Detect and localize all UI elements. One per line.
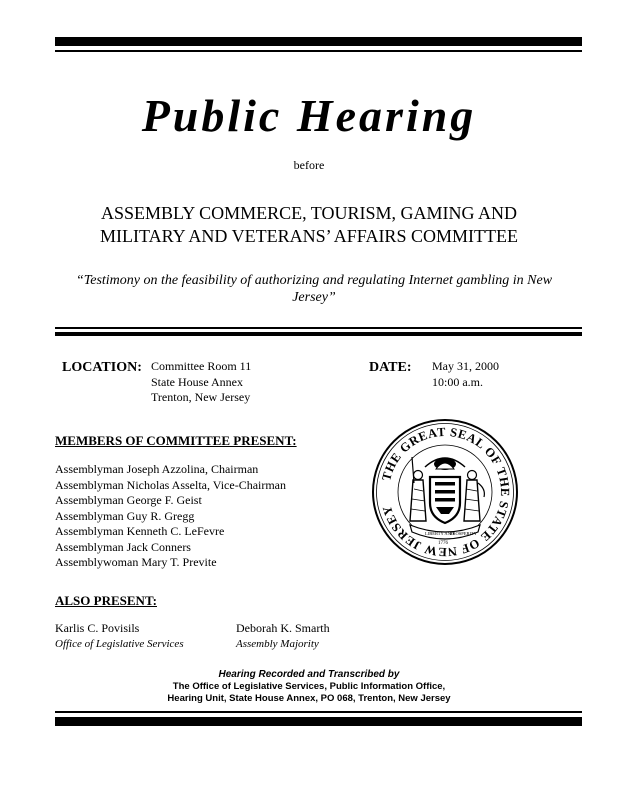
location-label: LOCATION: xyxy=(62,360,142,375)
person-name: Karlis C. Povisils xyxy=(55,621,140,635)
location-line: Trenton, New Jersey xyxy=(151,390,251,404)
before-text: before xyxy=(293,158,325,172)
committee-name xyxy=(0,202,618,248)
recorded-line-1: The Office of Legislative Services, Public Information Office, xyxy=(172,681,446,692)
member-item: Assemblyman Joseph Azzolina, Chairman xyxy=(55,462,259,476)
location-details xyxy=(151,359,251,406)
date-details xyxy=(432,359,499,390)
members-list xyxy=(55,462,286,571)
location-line: State House Annex xyxy=(151,374,243,389)
seal-ribbon-left: LIBERTY AND xyxy=(425,531,455,536)
seal-text: THE GREAT SEAL OF THE STATE OF NEW JERSEY xyxy=(379,424,513,560)
bottom-rule-thin xyxy=(55,711,582,713)
state-seal-icon xyxy=(370,417,520,567)
person-name: Deborah K. Smarth xyxy=(236,621,330,635)
members-heading: MEMBERS OF COMMITTEE PRESENT: xyxy=(55,433,297,448)
member-item: Assemblyman Jack Conners xyxy=(55,539,191,554)
recorded-by-block xyxy=(0,669,618,705)
location-line: Committee Room 11 xyxy=(151,359,252,373)
seal-year: 1776 xyxy=(438,541,448,546)
member-item: Assemblyman Guy R. Gregg xyxy=(55,508,195,523)
committee-line-1: ASSEMBLY COMMERCE, TOURISM, GAMING AND xyxy=(101,203,517,223)
recorded-title: Hearing Recorded and Transcribed by xyxy=(218,669,400,680)
middle-rule-thick xyxy=(55,332,582,336)
date-label: DATE: xyxy=(369,360,412,375)
hearing-subject: “Testimony on the feasibility of authorizing and regulating Internet gambling in New Jersey” xyxy=(75,273,553,305)
also-present-person xyxy=(55,621,184,652)
also-present-person xyxy=(236,621,330,652)
member-item: Assemblyman Kenneth C. LeFevre xyxy=(55,524,225,538)
bottom-rule-thick xyxy=(55,717,582,726)
top-rule-thin xyxy=(55,50,582,52)
recorded-line-2: Hearing Unit, State House Annex, PO 068, Trenton, New Jersey xyxy=(167,693,451,704)
person-role: Assembly Majority xyxy=(236,637,319,650)
committee-line-2: MILITARY AND VETERANS’ AFFAIRS COMMITTEE xyxy=(100,226,518,246)
page-title: Public Hearing xyxy=(141,90,477,141)
date-line: May 31, 2000 xyxy=(432,359,499,373)
member-item: Assemblyman Nicholas Asselta, Vice-Chairman xyxy=(55,477,287,492)
middle-rule-thin xyxy=(55,327,582,329)
member-item: Assemblyman George F. Geist xyxy=(55,493,202,507)
seal-ribbon-right: PROSPERITY xyxy=(450,531,478,536)
date-line: 10:00 a.m. xyxy=(432,374,483,389)
also-present-heading: ALSO PRESENT: xyxy=(55,593,157,608)
top-rule-thick xyxy=(55,37,582,46)
member-item: Assemblywoman Mary T. Previte xyxy=(55,555,217,569)
person-role: Office of Legislative Services xyxy=(55,637,184,650)
